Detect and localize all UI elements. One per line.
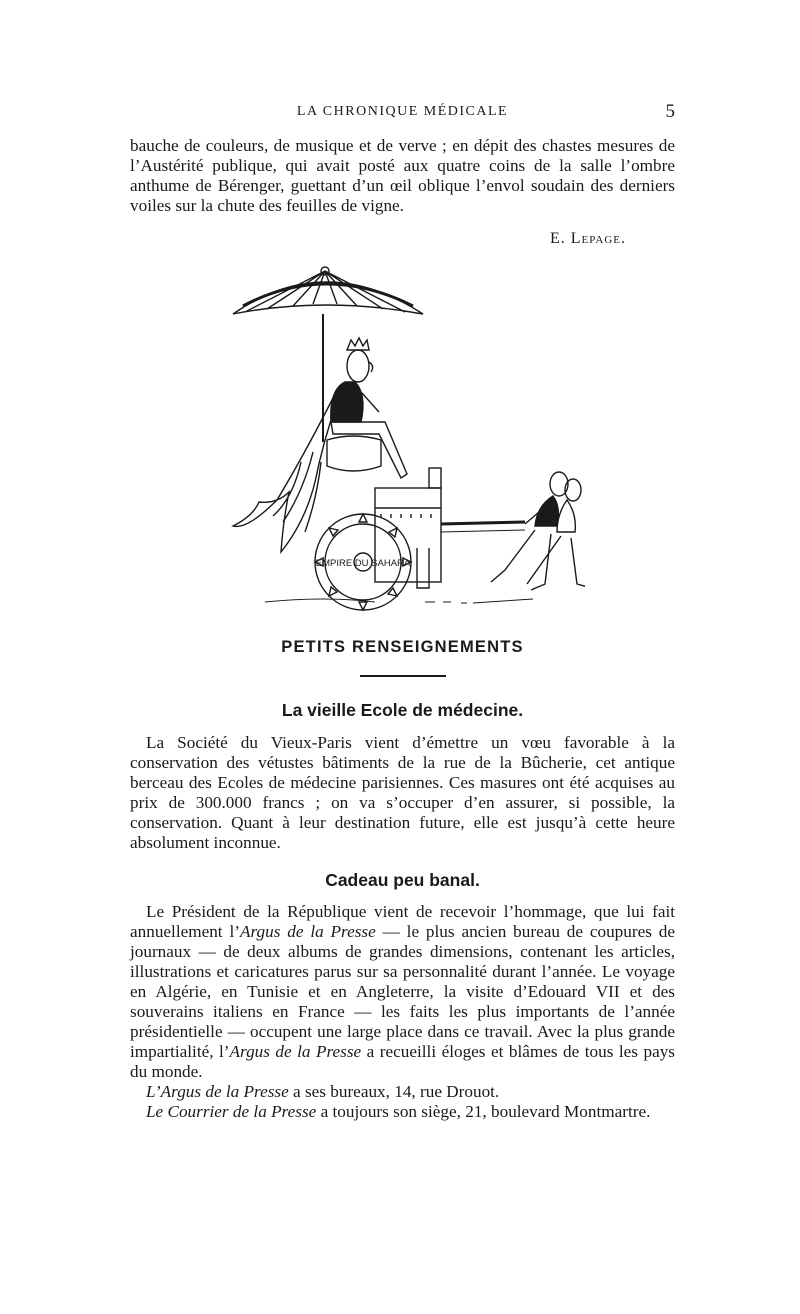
- signature-name: Lepage.: [570, 230, 626, 247]
- signature-initial: E.: [550, 230, 566, 247]
- continuation-text: bauche de couleurs, de musique et de verve ; en dépit des chastes mesures de l’Austérité publique, qui avait posté aux quatre coins de la salle l’ombre anthume de Bérenger, guettant d’un œil oblique l’envol soudain des derniers voiles sur la chute des feuilles de vigne.: [130, 136, 675, 215]
- parasol-drawing: [233, 267, 423, 442]
- section-rule: [360, 675, 446, 677]
- publication-name: Argus de la Presse: [229, 1042, 362, 1061]
- article-body-ecole: [130, 733, 675, 853]
- running-title: LA CHRONIQUE MÉDICALE: [296, 104, 509, 119]
- page-number: 5: [665, 101, 675, 122]
- text-run: a toujours son siège, 21, boulevard Montmartre.: [316, 1102, 651, 1121]
- wheel-inscription: EMPIRE DU SAHARA: [315, 558, 411, 569]
- article-title-ecole: La vieille Ecole de médecine.: [281, 700, 524, 720]
- text-run: a ses bureaux, 14, rue Drouot.: [288, 1082, 500, 1101]
- text-run: — le plus ancien bureau de coupures de journaux — de deux albums de grandes dimensions, contenant les articles, illustrations et caricatures parus sur sa personnalité durant l’année. Le voyage en Algérie, en Tunisie et en Angleterre, la visite d’Edouard VII et des souverains italiens en France — les faits les plus importants de l’année présidentielle — occupent une large place dans ce travail. Avec la plus grande impartialité, l’: [130, 922, 675, 1061]
- article-paragraph-courrier: [130, 1102, 675, 1122]
- article-title-cadeau: Cadeau peu banal.: [325, 870, 480, 890]
- seated-figure-drawing: [331, 338, 407, 478]
- article-text-ecole: La Société du Vieux-Paris vient d’émettre un vœu favorable à la conservation des vétustes bâtiments de la rue de la Bûcherie, cet antique berceau des Ecoles de médecine parisiennes. Ces masures ont été acquises au prix de 300.000 francs ; on va s’occuper d’en assurer, si possible, la conservation. Quant à leur destination future, elle est jusqu’à cette heure absolument inconnue.: [130, 733, 675, 852]
- cloak-drawing: [233, 390, 337, 552]
- porters-drawing: [491, 472, 585, 590]
- text-run: a recueilli éloges et blâmes de tous les pays du monde.: [130, 1042, 675, 1081]
- author-signature: [480, 230, 626, 248]
- article-paragraph-argus: [130, 1082, 675, 1102]
- publication-name: L’Argus de la Presse: [146, 1082, 289, 1101]
- publication-name: Argus de la Presse: [239, 922, 376, 941]
- continuation-paragraph: [130, 136, 675, 216]
- publication-name: Le Courrier de la Presse: [146, 1102, 317, 1121]
- article-paragraph-hommage: [130, 902, 675, 1082]
- text-run: Le Président de la République vient de recevoir l’hommage, que lui fait annuellement l’: [130, 902, 675, 941]
- article-body-cadeau: [130, 902, 675, 1122]
- section-heading: PETITS RENSEIGNEMENTS: [281, 638, 524, 656]
- caricature-illustration: [225, 262, 585, 614]
